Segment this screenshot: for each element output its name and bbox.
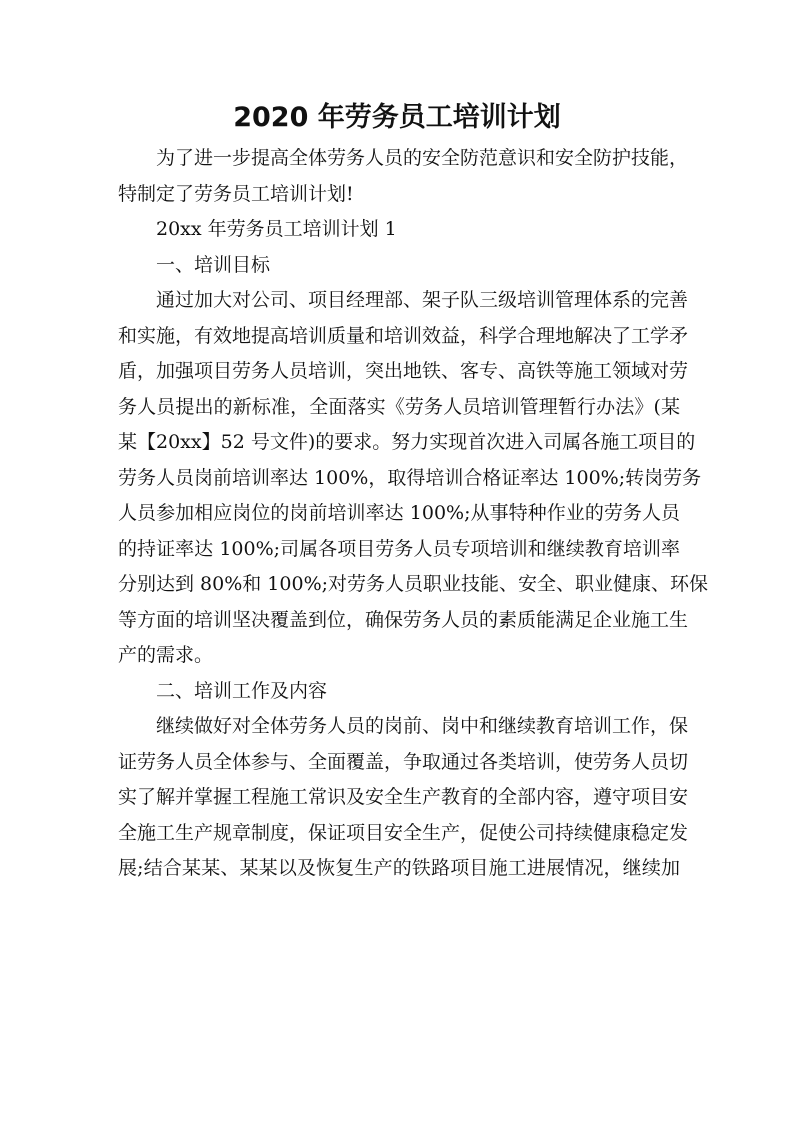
- paragraph-line: 盾，加强项目劳务人员培训，突出地铁、客专、高铁等施工领域对劳: [118, 360, 689, 382]
- paragraph-line: 等方面的培训坚决覆盖到位，确保劳务人员的素质能满足企业施工生: [118, 608, 689, 631]
- paragraph-line: 分别达到 80%和 100%;对劳务人员职业技能、安全、职业健康、环保: [118, 573, 709, 595]
- paragraph-line: 劳务人员岗前培训率达 100%，取得培训合格证率达 100%;转岗劳务: [118, 466, 702, 489]
- section-heading: 一、培训目标: [156, 253, 271, 276]
- paragraph-line: 某【20xx】52 号文件)的要求。努力实现首次进入司属各施工项目的: [118, 431, 696, 453]
- paragraph-line: 为了进一步提高全体劳务人员的安全防范意识和安全防护技能，: [156, 147, 689, 169]
- section-heading: 20xx 年劳务员工培训计划 1: [156, 218, 397, 240]
- paragraph-line: 展;结合某某、某某以及恢复生产的铁路项目施工进展情况，继续加: [118, 857, 680, 879]
- paragraph-line: 务人员提出的新标准，全面落实《劳务人员培训管理暂行办法》(某: [118, 395, 680, 418]
- paragraph-line: 的持证率达 100%;司属各项目劳务人员专项培训和继续教育培训率: [118, 537, 680, 560]
- document-title: 2020 年劳务员工培训计划: [233, 102, 561, 133]
- section-heading: 二、培训工作及内容: [156, 679, 328, 702]
- document-body: [118, 141, 709, 887]
- paragraph-line: 继续做好对全体劳务人员的岗前、岗中和继续教育培训工作，保: [156, 715, 689, 737]
- paragraph-line: 人员参加相应岗位的岗前培训率达 100%;从事特种作业的劳务人员: [118, 502, 680, 524]
- paragraph-line: 实了解并掌握工程施工常识及安全生产教育的全部内容，遵守项目安: [118, 786, 689, 808]
- paragraph-line: 和实施，有效地提高培训质量和培训效益，科学合理地解决了工学矛: [118, 324, 689, 347]
- paragraph-line: 通过加大对公司、项目经理部、架子队三级培训管理体系的完善: [156, 289, 689, 311]
- paragraph-line: 特制定了劳务员工培训计划!: [118, 182, 354, 205]
- paragraph-line: 证劳务人员全体参与、全面覆盖，争取通过各类培训，使劳务人员切: [118, 750, 689, 773]
- paragraph-line: 产的需求。: [118, 644, 214, 666]
- paragraph-line: 全施工生产规章制度，保证项目安全生产，促使公司持续健康稳定发: [118, 821, 689, 844]
